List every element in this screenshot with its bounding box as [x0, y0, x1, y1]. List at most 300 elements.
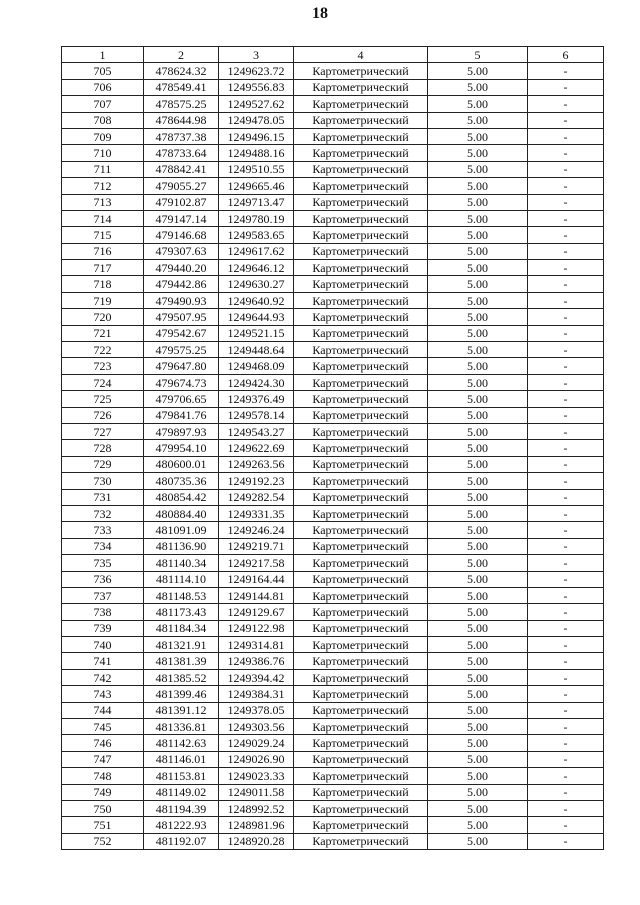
table-cell: - [528, 210, 604, 226]
table-cell: 5.00 [428, 342, 528, 358]
table-cell: Картометрический [294, 194, 428, 210]
table-cell: - [528, 669, 604, 685]
table-cell: Картометрический [294, 243, 428, 259]
table-cell: Картометрический [294, 719, 428, 735]
table-row [62, 555, 604, 571]
table-cell: - [528, 620, 604, 636]
table-cell: 481381.39 [144, 653, 219, 669]
column-header: 3 [219, 47, 294, 63]
table-cell: Картометрический [294, 604, 428, 620]
table-cell: 5.00 [428, 735, 528, 751]
table-cell: 5.00 [428, 407, 528, 423]
table-cell: Картометрический [294, 325, 428, 341]
table-cell: 5.00 [428, 112, 528, 128]
table-cell: Картометрический [294, 112, 428, 128]
table-cell: 747 [62, 751, 144, 767]
table-row [62, 751, 604, 767]
table-cell: 5.00 [428, 653, 528, 669]
table-row [62, 276, 604, 292]
column-header: 4 [294, 47, 428, 63]
table-cell: - [528, 112, 604, 128]
table-cell: 728 [62, 440, 144, 456]
table-cell: - [528, 79, 604, 95]
table-cell: 5.00 [428, 292, 528, 308]
table-cell: 5.00 [428, 440, 528, 456]
table-cell: - [528, 473, 604, 489]
table-cell: 480884.40 [144, 505, 219, 521]
table-cell: 5.00 [428, 522, 528, 538]
table-cell: 479507.95 [144, 309, 219, 325]
table-cell: - [528, 505, 604, 521]
table-cell: 478575.25 [144, 96, 219, 112]
table-cell: 481399.46 [144, 686, 219, 702]
table-cell: 5.00 [428, 325, 528, 341]
table-cell: 1249219.71 [219, 538, 294, 554]
table-cell: 481114.10 [144, 571, 219, 587]
table-cell: 741 [62, 653, 144, 669]
table-cell: 713 [62, 194, 144, 210]
table-cell: 732 [62, 505, 144, 521]
table-cell: - [528, 440, 604, 456]
table-cell: Картометрический [294, 423, 428, 439]
table-cell: 479674.73 [144, 374, 219, 390]
table-cell: Картометрический [294, 145, 428, 161]
table-cell: 5.00 [428, 800, 528, 816]
table-cell: 5.00 [428, 210, 528, 226]
table-cell: - [528, 407, 604, 423]
table-cell: - [528, 63, 604, 79]
table-cell: - [528, 538, 604, 554]
table-cell: 1249665.46 [219, 178, 294, 194]
table-cell: 1248920.28 [219, 833, 294, 849]
table-cell: 478737.38 [144, 128, 219, 144]
table-cell: 481321.91 [144, 637, 219, 653]
table-cell: 730 [62, 473, 144, 489]
table-cell: - [528, 637, 604, 653]
table-cell: - [528, 833, 604, 849]
table-cell: 706 [62, 79, 144, 95]
table-header-row [62, 47, 604, 63]
table-cell: Картометрический [294, 751, 428, 767]
table-cell: 740 [62, 637, 144, 653]
table-row [62, 112, 604, 128]
table-row [62, 194, 604, 210]
table-cell: 752 [62, 833, 144, 849]
table-cell: Картометрический [294, 128, 428, 144]
table-cell: - [528, 391, 604, 407]
table-cell: - [528, 243, 604, 259]
table-cell: 712 [62, 178, 144, 194]
table-cell: 1249394.42 [219, 669, 294, 685]
table-cell: Картометрический [294, 440, 428, 456]
table-cell: Картометрический [294, 358, 428, 374]
table-cell: - [528, 178, 604, 194]
table-cell: 1249144.81 [219, 587, 294, 603]
table-row [62, 686, 604, 702]
table-cell: 481336.81 [144, 719, 219, 735]
table-cell: 705 [62, 63, 144, 79]
table-cell: 481091.09 [144, 522, 219, 538]
table-cell: 479575.25 [144, 342, 219, 358]
table-cell: 1248981.96 [219, 817, 294, 833]
table-cell: 749 [62, 784, 144, 800]
table-cell: 1249556.83 [219, 79, 294, 95]
table-cell: 479147.14 [144, 210, 219, 226]
table-cell: 478842.41 [144, 161, 219, 177]
table-cell: 1249623.72 [219, 63, 294, 79]
table-cell: 5.00 [428, 620, 528, 636]
table-cell: - [528, 768, 604, 784]
table-cell: 479647.80 [144, 358, 219, 374]
table-cell: - [528, 325, 604, 341]
column-header: 1 [62, 47, 144, 63]
table-cell: 481153.81 [144, 768, 219, 784]
table-cell: 5.00 [428, 473, 528, 489]
table-cell: 5.00 [428, 194, 528, 210]
table-cell: - [528, 702, 604, 718]
table-cell: Картометрический [294, 456, 428, 472]
table-row [62, 440, 604, 456]
table-cell: 739 [62, 620, 144, 636]
table-cell: 5.00 [428, 768, 528, 784]
table-cell: 5.00 [428, 817, 528, 833]
table-cell: 5.00 [428, 128, 528, 144]
table-cell: 748 [62, 768, 144, 784]
table-cell: 719 [62, 292, 144, 308]
table-row [62, 669, 604, 685]
table-cell: Картометрический [294, 178, 428, 194]
table-cell: 479146.68 [144, 227, 219, 243]
table-cell: 478549.41 [144, 79, 219, 95]
table-cell: 1248992.52 [219, 800, 294, 816]
table-cell: 5.00 [428, 538, 528, 554]
table-cell: 478624.32 [144, 63, 219, 79]
table-cell: 5.00 [428, 161, 528, 177]
table-cell: Картометрический [294, 161, 428, 177]
table-cell: - [528, 735, 604, 751]
table-cell: Картометрический [294, 260, 428, 276]
table-row [62, 210, 604, 226]
table-cell: Картометрический [294, 292, 428, 308]
table-cell: 479897.93 [144, 423, 219, 439]
table-row [62, 604, 604, 620]
table-row [62, 833, 604, 849]
table-cell: 1249622.69 [219, 440, 294, 456]
table-cell: Картометрический [294, 522, 428, 538]
table-row [62, 227, 604, 243]
table-row [62, 391, 604, 407]
table-cell: 750 [62, 800, 144, 816]
table-cell: 479102.87 [144, 194, 219, 210]
table-cell: 5.00 [428, 571, 528, 587]
table-row [62, 456, 604, 472]
table-row [62, 735, 604, 751]
table-cell: 1249478.05 [219, 112, 294, 128]
table-cell: 479706.65 [144, 391, 219, 407]
table-cell: Картометрический [294, 210, 428, 226]
table-cell: - [528, 292, 604, 308]
table-cell: Картометрический [294, 79, 428, 95]
table-cell: Картометрический [294, 374, 428, 390]
table-cell: 1249488.16 [219, 145, 294, 161]
table-cell: 711 [62, 161, 144, 177]
table-cell: 481391.12 [144, 702, 219, 718]
table-cell: 720 [62, 309, 144, 325]
table-cell: 743 [62, 686, 144, 702]
table-cell: 1249617.62 [219, 243, 294, 259]
table-row [62, 653, 604, 669]
table-cell: 714 [62, 210, 144, 226]
table-cell: 1249448.64 [219, 342, 294, 358]
table-cell: Картометрический [294, 784, 428, 800]
table-cell: 718 [62, 276, 144, 292]
table-cell: - [528, 145, 604, 161]
table-cell: 1249527.62 [219, 96, 294, 112]
table-cell: - [528, 604, 604, 620]
table-cell: 481184.34 [144, 620, 219, 636]
table-cell: 481173.43 [144, 604, 219, 620]
table-row [62, 800, 604, 816]
table-cell: 1249263.56 [219, 456, 294, 472]
table-cell: 751 [62, 817, 144, 833]
table-cell: 708 [62, 112, 144, 128]
table-cell: 734 [62, 538, 144, 554]
table-cell: - [528, 276, 604, 292]
table-cell: Картометрический [294, 702, 428, 718]
table-cell: 5.00 [428, 374, 528, 390]
table-row [62, 473, 604, 489]
table-cell: 479542.67 [144, 325, 219, 341]
table-cell: 1249630.27 [219, 276, 294, 292]
table-cell: 5.00 [428, 391, 528, 407]
table-row [62, 292, 604, 308]
table-cell: 1249510.55 [219, 161, 294, 177]
table-cell: 481385.52 [144, 669, 219, 685]
table-cell: 1249122.98 [219, 620, 294, 636]
table-row [62, 587, 604, 603]
table-cell: 481222.93 [144, 817, 219, 833]
table-cell: 1249424.30 [219, 374, 294, 390]
table-cell: 709 [62, 128, 144, 144]
table-cell: 481149.02 [144, 784, 219, 800]
table-cell: 1249303.56 [219, 719, 294, 735]
table-row [62, 522, 604, 538]
table-cell: 717 [62, 260, 144, 276]
table-cell: - [528, 128, 604, 144]
table-cell: 1249246.24 [219, 522, 294, 538]
table-cell: 745 [62, 719, 144, 735]
table-cell: 1249521.15 [219, 325, 294, 341]
table-cell: 5.00 [428, 276, 528, 292]
table-cell: Картометрический [294, 555, 428, 571]
table-cell: Картометрический [294, 407, 428, 423]
table-cell: - [528, 555, 604, 571]
table-cell: - [528, 309, 604, 325]
table-cell: Картометрический [294, 489, 428, 505]
table-cell: 481148.53 [144, 587, 219, 603]
table-cell: - [528, 342, 604, 358]
table-cell: Картометрический [294, 538, 428, 554]
table-cell: 479954.10 [144, 440, 219, 456]
table-row [62, 719, 604, 735]
table-cell: 1249331.35 [219, 505, 294, 521]
table-cell: 733 [62, 522, 144, 538]
table-cell: 1249543.27 [219, 423, 294, 439]
table-cell: 727 [62, 423, 144, 439]
table-cell: 5.00 [428, 358, 528, 374]
table-cell: Картометрический [294, 800, 428, 816]
table-cell: 738 [62, 604, 144, 620]
table-row [62, 342, 604, 358]
table-cell: 479841.76 [144, 407, 219, 423]
table-cell: - [528, 751, 604, 767]
table-cell: 5.00 [428, 702, 528, 718]
table-cell: 481140.34 [144, 555, 219, 571]
table-cell: 5.00 [428, 260, 528, 276]
table-cell: 1249026.90 [219, 751, 294, 767]
table-cell: 1249384.31 [219, 686, 294, 702]
table-row [62, 768, 604, 784]
table-cell: 5.00 [428, 489, 528, 505]
table-cell: 5.00 [428, 505, 528, 521]
table-cell: 729 [62, 456, 144, 472]
table-cell: - [528, 587, 604, 603]
table-cell: 480600.01 [144, 456, 219, 472]
table-cell: 746 [62, 735, 144, 751]
table-cell: 5.00 [428, 555, 528, 571]
table-cell: - [528, 686, 604, 702]
table-cell: Картометрический [294, 735, 428, 751]
table-cell: 479490.93 [144, 292, 219, 308]
table-row [62, 358, 604, 374]
table-cell: - [528, 719, 604, 735]
table-cell: Картометрический [294, 227, 428, 243]
table-cell: 5.00 [428, 243, 528, 259]
table-cell: Картометрический [294, 309, 428, 325]
table-cell: 1249578.14 [219, 407, 294, 423]
table-cell: 1249386.76 [219, 653, 294, 669]
table-cell: Картометрический [294, 391, 428, 407]
table-cell: 1249583.65 [219, 227, 294, 243]
table-row [62, 145, 604, 161]
table-cell: 5.00 [428, 145, 528, 161]
table-cell: 716 [62, 243, 144, 259]
table-cell: 724 [62, 374, 144, 390]
table-row [62, 178, 604, 194]
table-cell: 479055.27 [144, 178, 219, 194]
table-cell: 481194.39 [144, 800, 219, 816]
table-cell: - [528, 653, 604, 669]
table-cell: 721 [62, 325, 144, 341]
table-cell: - [528, 260, 604, 276]
table-cell: - [528, 161, 604, 177]
table-cell: - [528, 522, 604, 538]
coordinates-table [61, 46, 604, 850]
table-cell: 735 [62, 555, 144, 571]
table-cell: 715 [62, 227, 144, 243]
table-cell: 481192.07 [144, 833, 219, 849]
table-cell: - [528, 96, 604, 112]
table-cell: - [528, 800, 604, 816]
table-cell: Картометрический [294, 587, 428, 603]
table-cell: 480735.36 [144, 473, 219, 489]
table-cell: 725 [62, 391, 144, 407]
table-cell: 5.00 [428, 686, 528, 702]
table-cell: 5.00 [428, 637, 528, 653]
table-row [62, 374, 604, 390]
table-cell: 723 [62, 358, 144, 374]
table-cell: 744 [62, 702, 144, 718]
table-cell: Картометрический [294, 571, 428, 587]
table-row [62, 423, 604, 439]
table-row [62, 63, 604, 79]
table-cell: 5.00 [428, 669, 528, 685]
table-cell: 736 [62, 571, 144, 587]
table-cell: 1249496.15 [219, 128, 294, 144]
table-cell: - [528, 489, 604, 505]
table-cell: 1249192.23 [219, 473, 294, 489]
table-cell: Картометрический [294, 768, 428, 784]
column-header: 6 [528, 47, 604, 63]
table-cell: 1249129.67 [219, 604, 294, 620]
table-cell: 726 [62, 407, 144, 423]
table-cell: Картометрический [294, 833, 428, 849]
table-cell: Картометрический [294, 817, 428, 833]
table-cell: Картометрический [294, 620, 428, 636]
table-cell: - [528, 456, 604, 472]
page-number: 18 [312, 5, 328, 22]
table-cell: 737 [62, 587, 144, 603]
table-cell: 5.00 [428, 587, 528, 603]
table-cell: Картометрический [294, 276, 428, 292]
table-cell: 1249029.24 [219, 735, 294, 751]
table-cell: 478644.98 [144, 112, 219, 128]
table-cell: Картометрический [294, 637, 428, 653]
table-cell: 5.00 [428, 96, 528, 112]
table-cell: 481146.01 [144, 751, 219, 767]
table-cell: 1249282.54 [219, 489, 294, 505]
table-cell: Картометрический [294, 669, 428, 685]
table-cell: 1249644.93 [219, 309, 294, 325]
table-cell: 1249468.09 [219, 358, 294, 374]
table-cell: 5.00 [428, 423, 528, 439]
table-cell: - [528, 784, 604, 800]
table-cell: 1249011.58 [219, 784, 294, 800]
table-cell: - [528, 194, 604, 210]
table-cell: - [528, 358, 604, 374]
table-cell: 479442.86 [144, 276, 219, 292]
table-row [62, 489, 604, 505]
table-cell: - [528, 227, 604, 243]
table-row [62, 243, 604, 259]
table-row [62, 620, 604, 636]
table-row [62, 571, 604, 587]
table-cell: - [528, 374, 604, 390]
table-cell: 5.00 [428, 63, 528, 79]
table-cell: 1249376.49 [219, 391, 294, 407]
table-cell: 5.00 [428, 751, 528, 767]
table-row [62, 260, 604, 276]
table-row [62, 505, 604, 521]
table-cell: 1249314.81 [219, 637, 294, 653]
table-cell: 479307.63 [144, 243, 219, 259]
table-row [62, 702, 604, 718]
table-row [62, 128, 604, 144]
table-row [62, 309, 604, 325]
table-cell: - [528, 423, 604, 439]
table-cell: 1249640.92 [219, 292, 294, 308]
table-cell: 481142.63 [144, 735, 219, 751]
